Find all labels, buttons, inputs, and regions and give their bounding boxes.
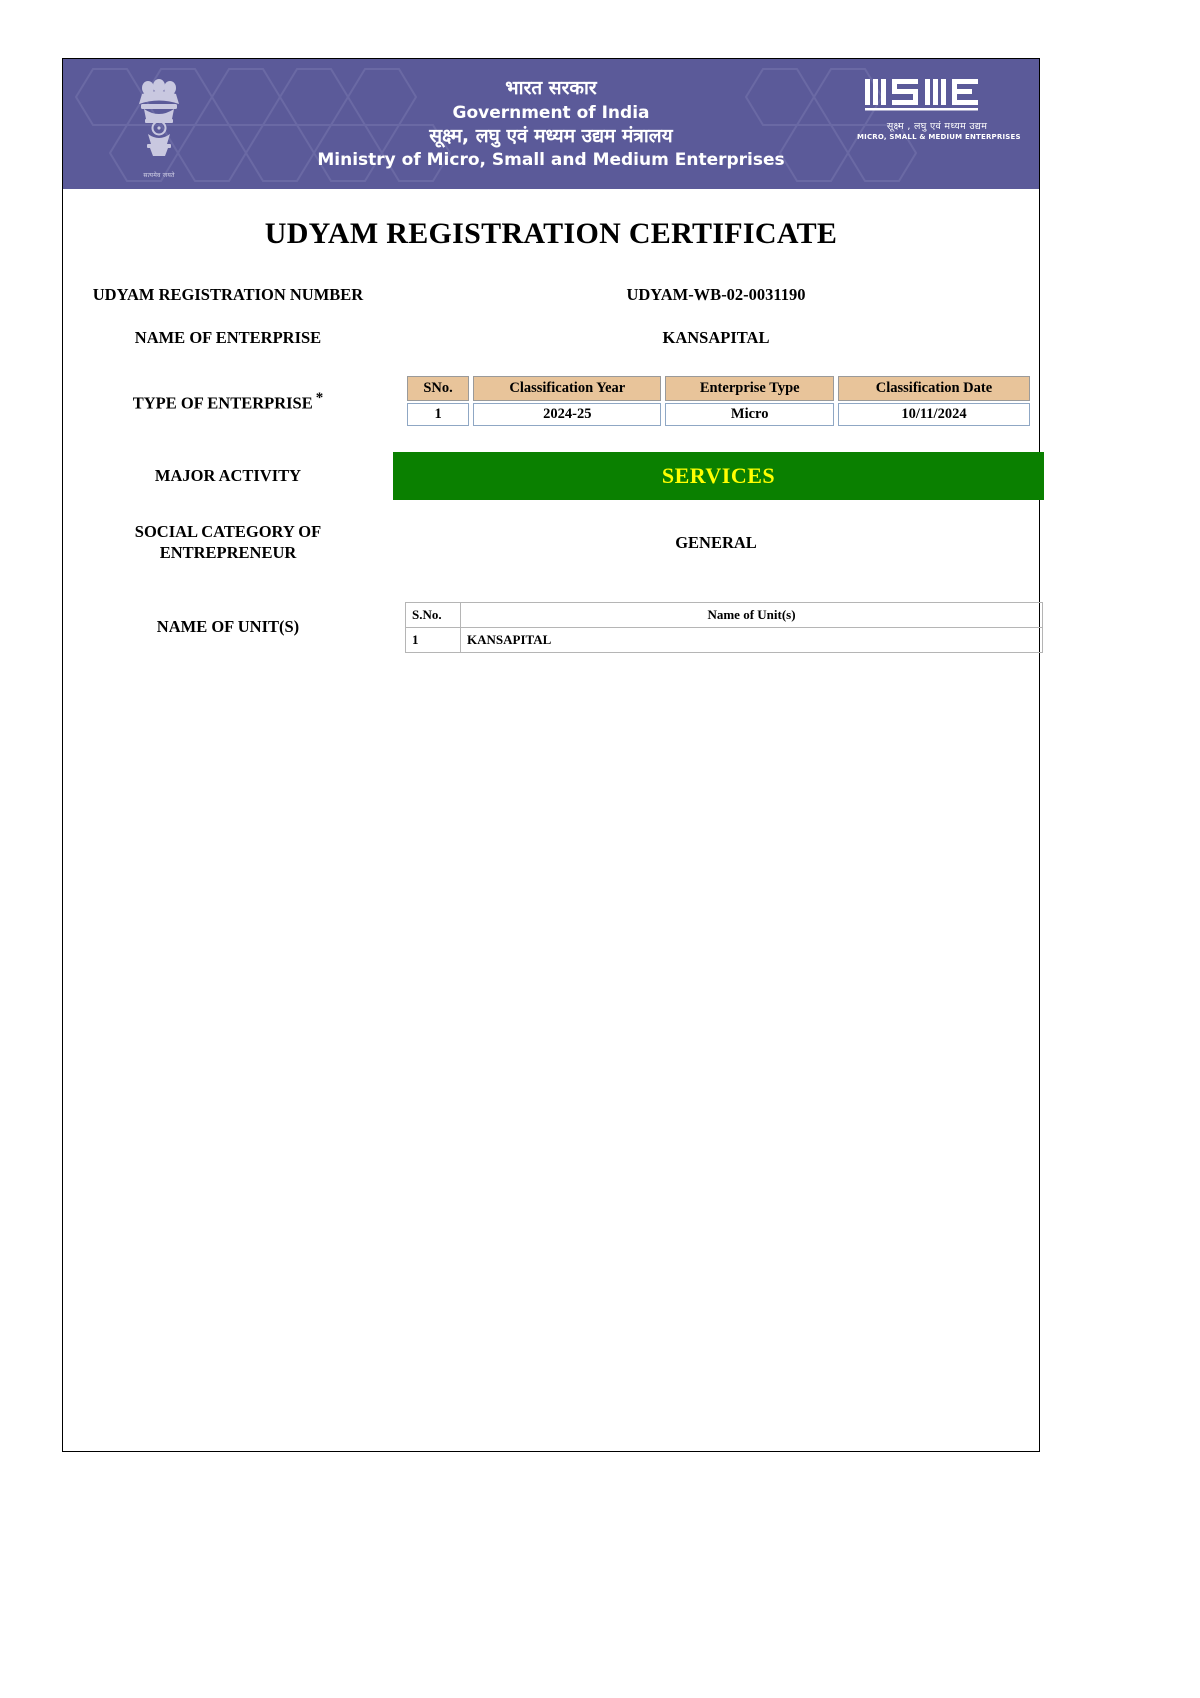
table-row [406, 627, 1043, 652]
enterprise-name-value: KANSAPITAL [662, 327, 770, 347]
col-header-sno: SNo. [407, 376, 469, 401]
major-activity-banner [393, 452, 1044, 500]
cell-enterprise-type: Micro [665, 403, 833, 426]
page-title: UDYAM REGISTRATION CERTIFICATE [264, 217, 838, 250]
classification-table [403, 374, 1034, 428]
required-asterisk: * [315, 389, 324, 406]
units-table-container [393, 602, 1045, 653]
msme-logo [857, 75, 1021, 141]
ministry-english-text: Ministry of Micro, Small and Medium Enterprises [317, 150, 785, 171]
major-activity-value: SERVICES [661, 463, 776, 489]
cell-classification-year: 2024-25 [473, 403, 661, 426]
msme-hindi-subtitle: सूक्ष्म , लघु एवं मध्यम उद्यम [886, 121, 988, 132]
type-of-enterprise-label [63, 389, 393, 414]
col-header-enterprise-type: Enterprise Type [665, 376, 833, 401]
certificate-header-band [63, 59, 1039, 189]
col-header-unit-name: Name of Unit(s) [461, 602, 1043, 627]
col-header-classification-date: Classification Date [838, 376, 1030, 401]
units-table [405, 602, 1043, 653]
cell-unit-sno: 1 [406, 627, 461, 652]
msme-english-subtitle: MICRO, SMALL & MEDIUM ENTERPRISES [857, 133, 1021, 141]
national-emblem [121, 67, 197, 183]
cell-unit-name: KANSAPITAL [461, 627, 1043, 652]
ministry-hindi-text: सूक्ष्म, लघु एवं मध्यम उद्यम मंत्रालय [429, 125, 673, 147]
major-activity-label: MAJOR ACTIVITY [154, 465, 302, 485]
row-registration-number [63, 285, 1039, 306]
social-category-value: GENERAL [675, 532, 757, 552]
table-header-row [406, 602, 1043, 627]
type-of-enterprise-label-text: TYPE OF ENTERPRISE [132, 393, 313, 413]
row-enterprise-name [63, 328, 1039, 349]
row-major-activity [63, 452, 1039, 500]
table-row [407, 403, 1030, 426]
enterprise-name-label: NAME OF ENTERPRISE [134, 327, 322, 347]
cell-classification-date: 10/11/2024 [838, 403, 1030, 426]
col-header-classification-year: Classification Year [473, 376, 661, 401]
row-social-category [63, 522, 1039, 563]
certificate-page [62, 58, 1040, 1452]
row-name-of-units [63, 602, 1039, 653]
emblem-caption: सत्यमेव जयते [143, 171, 175, 179]
social-category-label: SOCIAL CATEGORY OF ENTREPRENEUR [134, 522, 322, 562]
major-activity-container [393, 452, 1046, 500]
row-type-of-enterprise [63, 374, 1039, 428]
name-of-units-label: NAME OF UNIT(S) [156, 616, 300, 636]
header-titles [317, 76, 784, 171]
table-header-row [407, 376, 1030, 401]
col-header-unit-sno: S.No. [406, 602, 461, 627]
registration-number-label: UDYAM REGISTRATION NUMBER [92, 285, 364, 304]
government-hindi-text: भारत सरकार [505, 77, 597, 100]
registration-number-value: UDYAM-WB-02-0031190 [626, 285, 806, 305]
ashoka-lion-capital-icon [128, 72, 190, 170]
msme-wordmark-icon [863, 75, 1011, 117]
government-english-text: Government of India [452, 102, 650, 123]
cell-sno: 1 [407, 403, 469, 426]
classification-table-container [393, 374, 1039, 428]
